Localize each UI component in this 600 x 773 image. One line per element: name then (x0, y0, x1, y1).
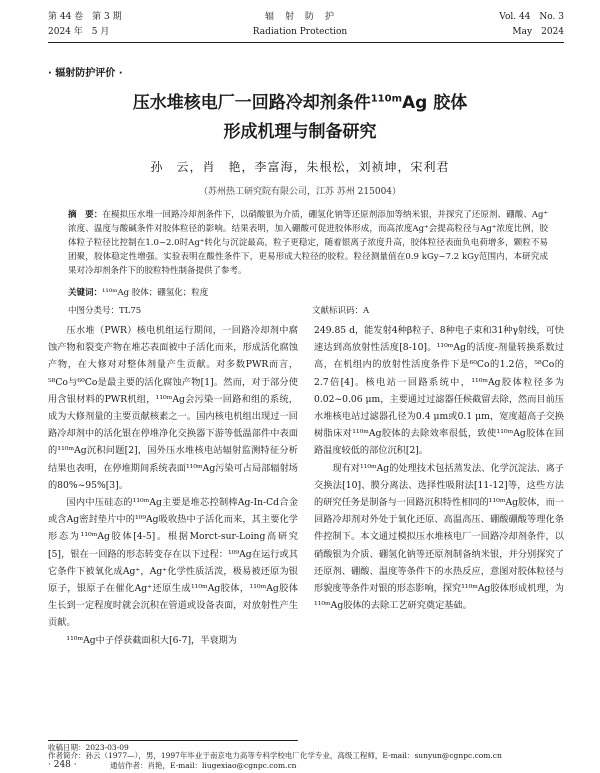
abstract-text: 在模拟压水堆一回路冷却剂条件下，以硝酸银为介质，硼氢化钠等还原剂添加等纳米银，并探究了还原剂、硼酸、Ag⁺浓度、温度与酸碱条件对胶体粒径的影响。结果表明，加入硼酸可促进胶体形成，而高浓度Ag⁺会提高粒径与Ag⁺浓度比例，胶体粒子粒径比控制在1.0~2.0时Ag⁺转化与沉淀最高，粒子更稳定，随着银离子浓度升高，胶体粒径表面负电荷增多，颗粒不易团聚，胶体稳定性增强。实验表明在酸性条件下，更易形成大粒径的胶粒。粒径测量值在0.9 kGy~7.2 kGy范围内，本研究成果对冷却剂条件下的胶粒特性制备提供了参考。 (68, 210, 548, 276)
header-date-en: May 2024 (512, 27, 564, 37)
footnote-rule (48, 740, 298, 741)
author-bio: 作者简介：孙云（1977—），男，1997年毕业于南京电力高等专科学校电厂化学专业，高级工程师，E-mail：sunyun@cgnpc.com.cn (48, 751, 502, 760)
header-vol-issue: 第 44 卷 第 3 期 (48, 12, 122, 22)
author-list: 孙 云，肖 艳，李富海，朱根松，刘祯坤，宋利君 (150, 160, 450, 174)
document-code: 文献标识码：A (312, 306, 370, 316)
affiliation: （苏州热工研究院有限公司，江苏 苏州 215004） (198, 187, 402, 197)
body-paragraph: 249.85 d，能发射4种β粒子、8种电子束和31种γ射线，可快速达到高放射性活度[8-10]。¹¹⁰ᵐAg的活度-剂量转换系数过高，在机组内的放射性活度条件下是⁶⁰Co的1.2倍，⁵⁸Co的2.7倍[4]。核电站一回路系统中，¹¹⁰ᵐAg胶体粒径多为0.02~0.06 μm，主要通过过滤器任候截留去除，然而目前压水堆核电站过滤器孔径为0.4 μm或0.1 μm，宽度超高子交换树脂床对¹¹⁰ᵐAg胶体的去除效率很低，致使¹¹⁰ᵐAg胶体在回路温度较低的部位沉积[2]。 (314, 325, 564, 457)
header-rule (48, 42, 564, 43)
keywords-text: ¹¹⁰ᵐAg 胶体；硼氢化；粒度 (102, 288, 209, 298)
header-journal-cn: 辐 射 防 护 (264, 12, 335, 22)
body-left-column (48, 322, 298, 734)
paper-title-line2: 形成机理与制备研究 (223, 122, 377, 142)
header-date: 2024 年 5 月 (48, 27, 110, 37)
keywords (68, 286, 548, 300)
body-paragraph: ¹¹⁰ᵐAg中子俘获截面积大[6-7]，半衰期为 (66, 634, 237, 646)
corresponding-author: 通信作者：肖艳，E-mail：liugexiao@cgnpc.com.cn (110, 761, 297, 770)
title-text-pre: 压水堆核电厂一回路冷却剂条件 (132, 93, 371, 113)
keywords-label: 关键词： (68, 288, 103, 298)
paper-title-line1 (0, 88, 600, 113)
body-right-column (314, 322, 564, 734)
page-number: · 248 · (48, 760, 77, 770)
body-paragraph: 现有对¹¹⁰ᵐAg的处理技术包括蒸发法、化学沉淀法、离子交换法[10]、膜分离法、选择性吸附法[11-12]等，这些方法的研究任务是制备与一回路沉积特性相同的¹¹⁰ᵐAg胶体，而一回路冷却剂对外处于氧化还原、高温高压、硼酸硼酸等理化条件控制下。本文通过模拟压水堆核电厂一回路冷却剂条件，以硝酸银为介质、硼氢化钠等还原剂制备纳米银，并分别探究了还原剂、硼酸、温度等条件下的水热反应，意图对胶体粒径与形貌度等条件对银的形态影响，探究¹¹⁰ᵐAg胶体形成机理，为¹¹⁰ᵐAg胶体的去除工艺研究奠定基础。 (314, 462, 564, 612)
body-paragraph: 国内中压硅态的¹¹⁰ᵐAg主要是堆芯控制棒Ag-In-Cd合金或含Ag密封垫片中的¹⁰⁹Ag吸收热中子活化而来，其主要化学形态为¹¹⁰ᵐAg胶体[4-5]。根据Morct-sur-Loing高研究[5]，银在一回路的形态转变存在以下过程：¹⁰⁹Ag在运行或其它条件下被氧化成Ag⁺，Ag⁺化学性质活泼，极易被还原为银原子，银原子在催化Ag⁺还原生成¹¹⁰ᵐAg胶体，¹¹⁰ᵐAg胶体生长到一定程度时就会沉积在管道或设备表面，对放射性产生贡献。 (48, 497, 298, 629)
clc-number: 中图分类号：TL75 (68, 306, 142, 316)
title-superscript: 110m (370, 93, 403, 105)
abstract (68, 208, 548, 278)
section-tag: · 辐射防护评价 · (48, 68, 123, 79)
received-date: 收稿日期：2023-03-09 (48, 743, 129, 752)
header-journal-en: Radiation Protection (252, 27, 348, 37)
abstract-label: 摘 要： (68, 210, 103, 220)
header-vol-issue-en: Vol. 44 No. 3 (499, 12, 564, 22)
body-paragraph: 压水堆（PWR）核电机组运行期间，一回路冷却剂中腐蚀产物和裂变产物在堆芯表面被中子活化而来，形成活化腐蚀产物，在大修对对整体剂量产生贡献。对多数PWR而言，⁵⁸Co与⁶⁰Co是最主要的活化腐蚀产物[1]。然而，对于部分使用含银材料的PWR机组，¹¹⁰ᵐAg会污染一回路和组的系统，成为大修剂量的主要贡献核素之一。国内核电机组出现过一回路冷却剂中的活化银在停堆净化交换器下游等低温部件中表面的¹¹⁰ᵐAg沉积问题[2]，国外压水堆核电站辐射监测特征分析结果也表明，在停堆期间系统表面¹¹⁰ᵐAg污染可占局部辐射场的80%~95%[3]。 (48, 325, 298, 491)
title-text-post: Ag 胶体 (402, 93, 468, 113)
